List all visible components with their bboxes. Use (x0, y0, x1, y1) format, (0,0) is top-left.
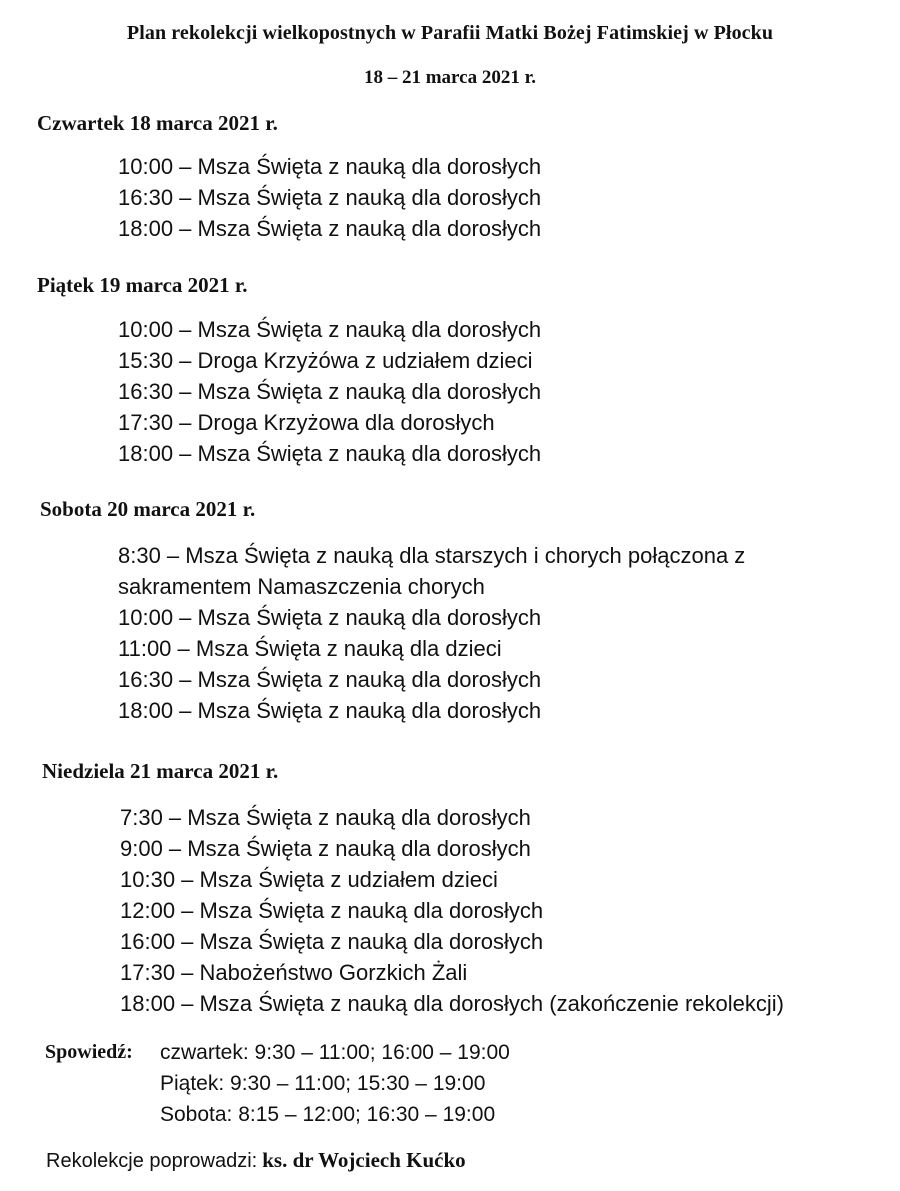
confession-line: Sobota: 8:15 – 12:00; 16:30 – 19:00 (160, 1103, 496, 1126)
date-range: 18 – 21 marca 2021 r. (363, 67, 537, 88)
retreat-leader-name: ks. dr Wojciech Kućko (262, 1148, 466, 1172)
schedule-entry: 7:30 – Msza Święta z nauką dla dorosłych (120, 805, 531, 830)
schedule-entry: 18:00 – Msza Święta z nauką dla dorosłych (118, 441, 542, 466)
schedule-list-friday (118, 314, 541, 469)
confession-line: czwartek: 9:30 – 11:00; 16:00 – 19:00 (160, 1041, 510, 1064)
retreat-leader (46, 1148, 466, 1173)
schedule-entry: 10:00 – Msza Święta z nauką dla dorosłych (118, 605, 542, 630)
day-heading-friday: Piątek 19 marca 2021 r. (37, 273, 248, 297)
schedule-list-saturday (118, 540, 838, 726)
retreat-leader-label: Rekolekcje poprowadzi: (46, 1150, 258, 1172)
confession-line: Piątek: 9:30 – 11:00; 15:30 – 19:00 (160, 1072, 486, 1095)
day-heading-sunday: Niedziela 21 marca 2021 r. (42, 759, 279, 783)
schedule-entry: 17:30 – Droga Krzyżowa dla dorosłych (118, 410, 495, 435)
confession-schedule (160, 1037, 510, 1130)
schedule-entry: 17:30 – Nabożeństwo Gorzkich Żali (120, 960, 468, 985)
day-heading-saturday: Sobota 20 marca 2021 r. (40, 497, 256, 521)
schedule-entry: 10:30 – Msza Święta z udziałem dzieci (120, 867, 498, 892)
schedule-entry: 8:30 – Msza Święta z nauką dla starszych i chorych połączona z sakramentem Namaszczenia chorych (118, 543, 746, 599)
schedule-list-thursday (118, 151, 541, 244)
schedule-entry: 16:30 – Msza Święta z nauką dla dorosłych (118, 379, 542, 404)
confession-label: Spowiedź: (45, 1041, 133, 1063)
schedule-entry: 9:00 – Msza Święta z nauką dla dorosłych (120, 836, 531, 861)
schedule-entry: 18:00 – Msza Święta z nauką dla dorosłych (zakończenie rekolekcji) (120, 991, 784, 1016)
schedule-entry: 10:00 – Msza Święta z nauką dla dorosłych (118, 317, 542, 342)
schedule-entry: 16:30 – Msza Święta z nauką dla dorosłych (118, 667, 542, 692)
schedule-entry: 12:00 – Msza Święta z nauką dla dorosłych (120, 898, 544, 923)
schedule-list-sunday (120, 802, 784, 1019)
schedule-entry: 10:00 – Msza Święta z nauką dla dorosłych (118, 154, 542, 179)
schedule-entry: 18:00 – Msza Święta z nauką dla dorosłych (118, 216, 542, 241)
schedule-entry: 16:00 – Msza Święta z nauką dla dorosłych (120, 929, 544, 954)
schedule-entry: 18:00 – Msza Święta z nauką dla dorosłych (118, 698, 542, 723)
schedule-entry: 16:30 – Msza Święta z nauką dla dorosłych (118, 185, 542, 210)
document-title: Plan rekolekcji wielkopostnych w Parafii Matki Bożej Fatimskiej w Płocku (126, 22, 774, 44)
schedule-entry: 15:30 – Droga Krzyżówa z udziałem dzieci (118, 348, 533, 373)
day-heading-thursday: Czwartek 18 marca 2021 r. (37, 111, 278, 135)
schedule-entry: 11:00 – Msza Święta z nauką dla dzieci (118, 636, 502, 661)
